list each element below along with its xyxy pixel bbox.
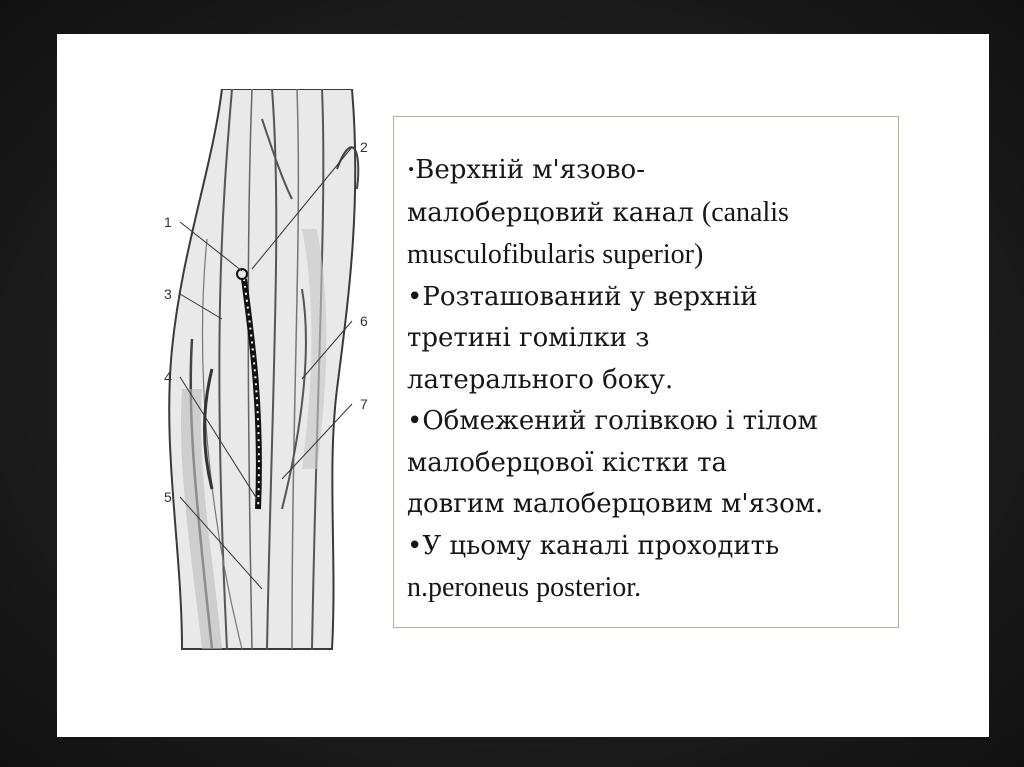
figure-label-7: 7 bbox=[360, 396, 368, 412]
bullet: • bbox=[407, 530, 423, 561]
nerve-name: n.peroneus posterior. bbox=[407, 572, 642, 604]
canal-name-line-2: малоберцовий канал bbox=[407, 197, 702, 228]
leg-muscle-drawing bbox=[152, 89, 387, 659]
slide bbox=[57, 34, 989, 737]
figure-label-5: 5 bbox=[164, 489, 172, 505]
paragraph-contents bbox=[407, 526, 886, 610]
canal-latin-name-b: musculofibularis superior) bbox=[407, 239, 704, 271]
location-text: Розташований у верхній третині гомілки з латерального боку. bbox=[407, 281, 758, 395]
paragraph-location bbox=[407, 277, 886, 402]
figure-label-2: 2 bbox=[360, 139, 368, 155]
figure-label-6: 6 bbox=[360, 313, 368, 329]
canal-latin-name-a: (canalis bbox=[701, 196, 789, 228]
paragraph-boundaries bbox=[407, 401, 886, 526]
figure-label-3: 3 bbox=[164, 286, 172, 302]
anatomy-illustration bbox=[152, 89, 387, 659]
contents-text: У цьому каналі проходить bbox=[422, 530, 780, 561]
boundaries-text: Обмежений голівкою і тілом малоберцової кістки та довгим малоберцовим м'язом. bbox=[407, 406, 824, 520]
description-textbox bbox=[393, 116, 899, 628]
paragraph-canal-name bbox=[407, 150, 886, 277]
bullet: • bbox=[407, 281, 423, 312]
bullet: • bbox=[407, 162, 416, 179]
canal-name-line-1: Верхній м'язово- bbox=[415, 155, 645, 185]
figure-label-4: 4 bbox=[164, 369, 172, 385]
bullet: • bbox=[407, 406, 423, 437]
figure-label-1: 1 bbox=[164, 214, 172, 230]
